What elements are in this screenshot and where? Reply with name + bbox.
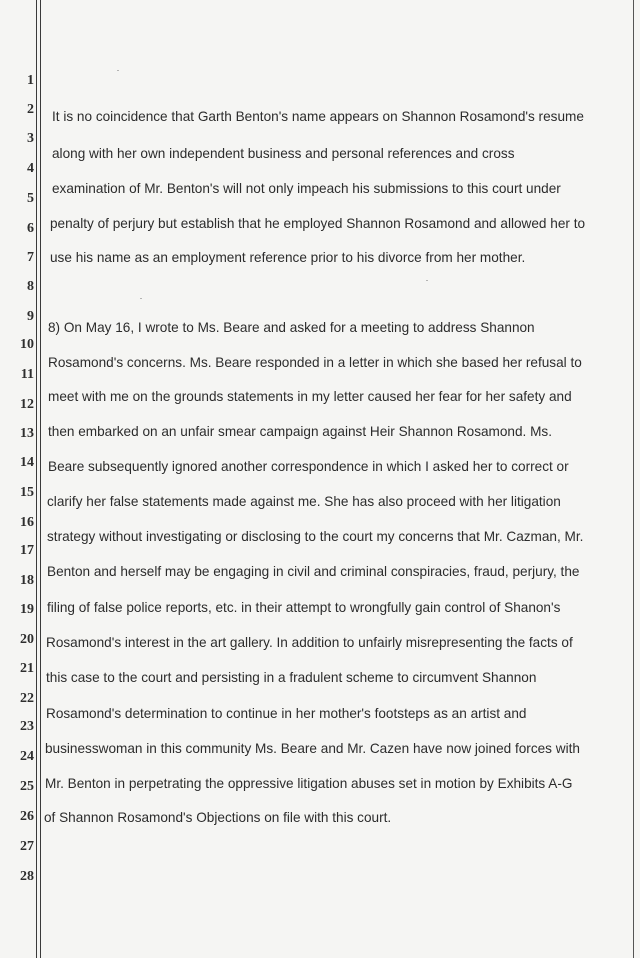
body-text-line: Beare subsequently ignored another correspondence in which I asked her to correct or [48,459,569,474]
left-margin-rule [36,0,37,958]
body-text-line: Rosamond's interest in the art gallery. In addition to unfairly misrepresenting the facts of [46,635,573,650]
line-number: 18 [20,573,34,588]
body-text-line: Benton and herself may be engaging in civil and criminal conspiracies, fraud, perjury, the [47,564,580,579]
line-number: 1 [27,73,34,88]
body-text-line: use his name as an employment reference prior to his divorce from her mother. [50,250,526,265]
body-text-line: examination of Mr. Benton's will not only impeach his submissions to this court under [52,181,561,196]
line-number-column [0,0,36,958]
body-text-line: filing of false police reports, etc. in their attempt to wrongfully gain control of Shanon's [47,600,561,615]
body-text-line: then embarked on an unfair smear campaign against Heir Shannon Rosamond. Ms. [48,424,553,439]
line-number: 13 [20,426,34,441]
line-number: 3 [27,131,34,146]
line-number: 22 [20,691,34,706]
line-number: 5 [27,191,34,206]
line-number: 27 [20,839,34,854]
line-number: 11 [20,367,34,382]
line-number: 26 [20,809,34,824]
body-text-line: along with her own independent business and personal references and cross [52,146,515,161]
body-text-line: of Shannon Rosamond's Objections on file with this court. [44,810,392,825]
line-number: 17 [20,543,34,558]
scan-speck [117,70,119,71]
scan-speck [426,280,428,281]
line-number: 10 [20,337,34,352]
line-number: 4 [27,161,34,176]
line-number: 2 [27,102,34,117]
line-number: 19 [20,602,34,617]
scan-speck [140,298,142,299]
line-number: 7 [27,250,34,265]
body-text-line: meet with me on the grounds statements in my letter caused her fear for her safety and [48,389,572,404]
body-text-line: penalty of perjury but establish that he employed Shannon Rosamond and allowed her to [50,216,586,231]
body-text-line: Mr. Benton in perpetrating the oppressive litigation abuses set in motion by Exhibits A-G [45,776,573,791]
line-number: 15 [20,485,34,500]
line-number: 12 [20,397,34,412]
body-text-line: clarify her false statements made against me. She has also proceed with her litigation [47,494,561,509]
line-number: 20 [20,632,34,647]
body-text-line: Rosamond's concerns. Ms. Beare responded in a letter in which she based her refusal to [48,355,582,370]
body-text-line: strategy without investigating or disclosing to the court my concerns that Mr. Cazman, Mr. [47,529,584,544]
line-number: 24 [20,749,34,764]
line-number: 28 [20,869,34,884]
body-text-line: businesswoman in this community Ms. Beare and Mr. Cazen have now joined forces with [45,741,580,756]
line-number: 9 [27,309,34,324]
line-number: 14 [20,455,34,470]
line-number: 21 [20,661,34,676]
left-margin-rule-inner [40,0,41,958]
line-number: 25 [20,779,34,794]
body-text-line: this case to the court and persisting in a fradulent scheme to circumvent Shannon [46,670,537,685]
body-text-line: Rosamond's determination to continue in her mother's footsteps as an artist and [46,706,527,721]
line-number: 8 [27,279,34,294]
line-number: 23 [20,719,34,734]
right-margin-rule [633,0,634,958]
body-text-line: It is no coincidence that Garth Benton's name appears on Shannon Rosamond's resume [52,109,584,124]
body-text-line: 8) On May 16, I wrote to Ms. Beare and asked for a meeting to address Shannon [48,320,535,335]
line-number: 16 [20,515,34,530]
line-number: 6 [27,221,34,236]
